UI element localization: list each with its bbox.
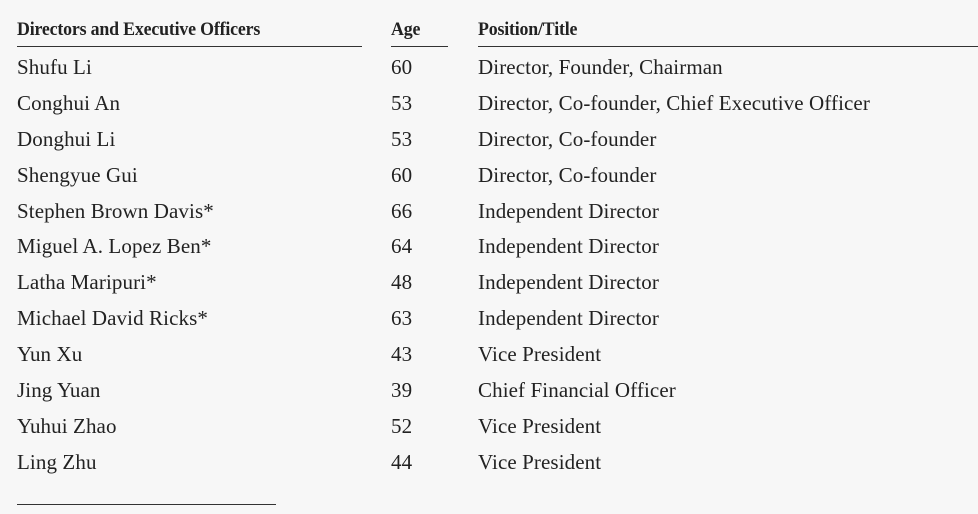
header-position: Position/Title [478, 19, 578, 40]
cell-age: 48 [391, 270, 413, 295]
table-body [17, 50, 978, 481]
cell-name: Yun Xu [17, 342, 83, 367]
header-age: Age [391, 19, 421, 40]
cell-name: Donghui Li [17, 126, 116, 151]
cell-age: 66 [391, 198, 413, 223]
cell-position: Director, Founder, Chairman [478, 55, 723, 79]
cell-position: Independent Director [478, 270, 660, 295]
cell-name: Yuhui Zhao [17, 413, 117, 438]
cell-age: 39 [391, 378, 413, 403]
table-row [17, 86, 978, 122]
table-row [17, 50, 978, 86]
table-row [17, 122, 978, 158]
table-row [17, 158, 978, 194]
header-rule-position [478, 46, 978, 47]
table-row [17, 445, 978, 481]
cell-name: Latha Maripuri* [17, 270, 157, 295]
cell-age: 64 [391, 234, 413, 259]
cell-position: Director, Co-founder [478, 126, 657, 151]
cell-name: Stephen Brown Davis* [17, 198, 214, 223]
table-row [17, 409, 978, 445]
cell-name: Jing Yuan [17, 378, 101, 403]
cell-age: 44 [391, 449, 413, 474]
header-rule-age [391, 46, 448, 47]
table-row [17, 373, 978, 409]
header-rule-name [17, 46, 362, 47]
officers-table [17, 17, 978, 474]
cell-position: Independent Director [478, 306, 660, 331]
footnote-divider [17, 504, 276, 505]
cell-position: Independent Director [478, 198, 660, 223]
cell-name: Ling Zhu [17, 449, 97, 474]
table-row [17, 194, 978, 230]
cell-name: Michael David Ricks* [17, 306, 208, 331]
cell-position: Director, Co-founder, Chief Executive Officer [478, 90, 870, 115]
cell-age: 53 [391, 126, 413, 151]
cell-position: Vice President [478, 342, 602, 367]
cell-position: Director, Co-founder [478, 162, 657, 187]
cell-age: 60 [391, 55, 413, 79]
table-row [17, 229, 978, 265]
table-row [17, 265, 978, 301]
cell-name: Shengyue Gui [17, 162, 138, 187]
table-header [17, 17, 978, 47]
cell-name: Miguel A. Lopez Ben* [17, 234, 212, 259]
cell-age: 63 [391, 306, 413, 331]
cell-age: 60 [391, 162, 413, 187]
table-row [17, 301, 978, 337]
cell-age: 52 [391, 413, 413, 438]
table-row [17, 337, 978, 373]
cell-position: Vice President [478, 449, 602, 474]
cell-age: 43 [391, 342, 413, 367]
cell-position: Vice President [478, 413, 602, 438]
cell-age: 53 [391, 90, 413, 115]
header-name: Directors and Executive Officers [17, 19, 261, 40]
cell-position: Chief Financial Officer [478, 378, 676, 403]
cell-position: Independent Director [478, 234, 660, 259]
cell-name: Shufu Li [17, 55, 92, 79]
cell-name: Conghui An [17, 90, 121, 115]
